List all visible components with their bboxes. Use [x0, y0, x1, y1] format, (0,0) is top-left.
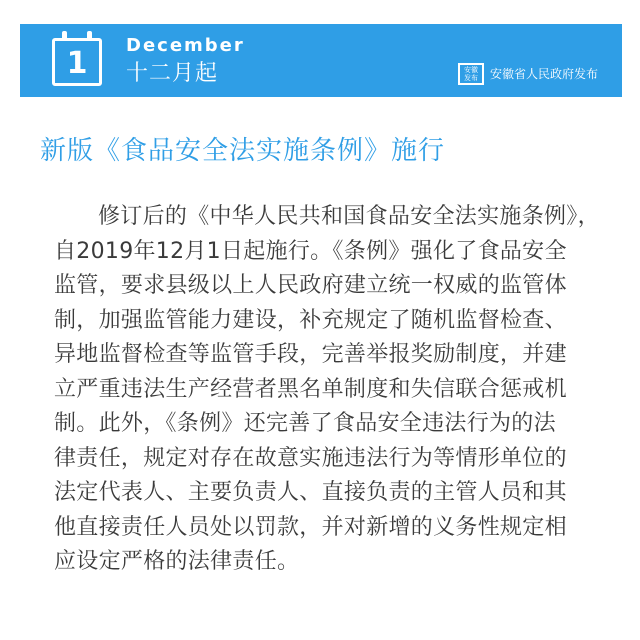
article-line: 制。此外，《条例》还完善了食品安全违法行为的法 — [54, 411, 556, 436]
month-chinese: 十二月起 — [126, 61, 219, 86]
calendar-icon — [52, 34, 102, 86]
article-body — [54, 200, 614, 580]
article-line: 法定代表人、主要负责人、直接负责的主管人员和其 — [54, 480, 567, 505]
article-line: 他直接责任人员处以罚款，并对新增的义务性规定相 — [54, 514, 567, 540]
publisher-name: 安徽省人民政府发布 — [489, 67, 598, 81]
article-line: 异地监督检查等监管手段，完善举报奖励制度，并建 — [54, 342, 567, 367]
article-line: 自2019年12月1日起施行。《条例》强化了食品安全 — [54, 238, 567, 264]
article-line: 制，加强监管能力建设，补充规定了随机监督检查、 — [54, 307, 567, 333]
publisher — [458, 63, 598, 85]
date-banner — [20, 24, 622, 97]
article-line: 修订后的《中华人民共和国食品安全法实施条例》， — [98, 204, 600, 229]
calendar-day: 1 — [66, 46, 88, 81]
month-english: December — [126, 35, 245, 56]
logo-text-top: 安徽 — [463, 66, 478, 74]
anhui-release-logo-icon — [458, 63, 484, 85]
article-line: 律责任，规定对存在故意实施违法行为等情形单位的 — [54, 445, 567, 471]
article-line: 应设定严格的法律责任。 — [54, 549, 300, 574]
article-line: 立严重违法生产经营者黑名单制度和失信联合惩戒机 — [54, 376, 567, 402]
logo-text-bottom: 发布 — [463, 74, 478, 82]
article-headline: 新版《食品安全法实施条例》施行 — [40, 136, 446, 166]
article-line: 监管，要求县级以上人民政府建立统一权威的监管体 — [54, 273, 567, 298]
